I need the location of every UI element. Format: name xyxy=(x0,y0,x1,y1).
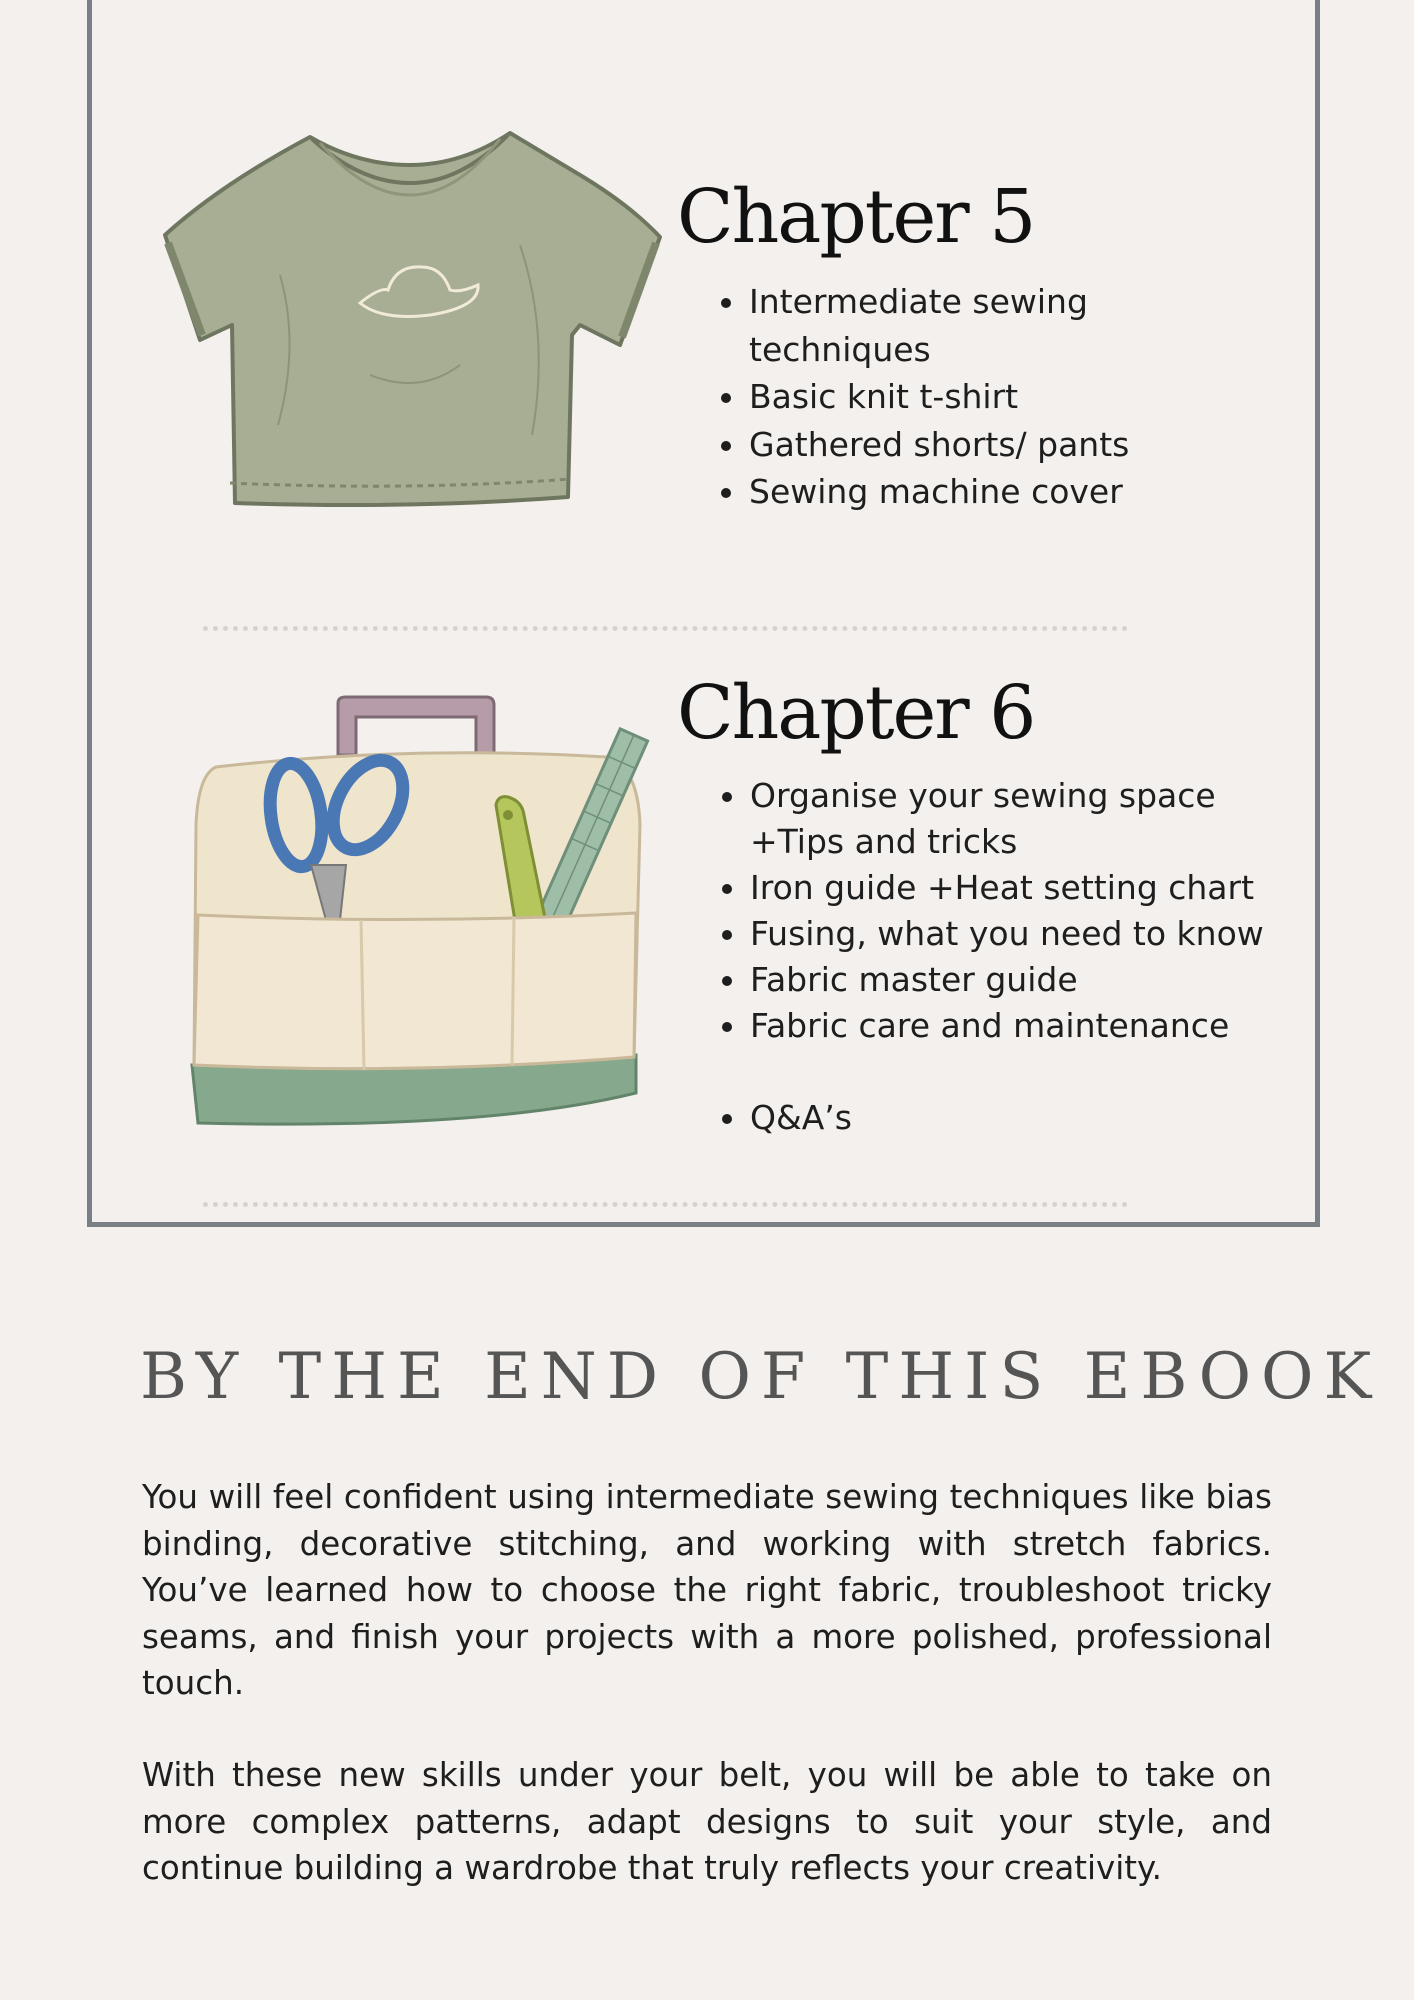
divider xyxy=(203,1202,1128,1207)
chapter-6-title: Chapter 6 xyxy=(677,670,1035,756)
list-item: Intermediate sewing techniques xyxy=(749,278,1169,373)
summary-paragraph: With these new skills under your belt, you will be able to take on more complex patterns, adapt designs to suit your style, and continue building a wardrobe that truly reflects your creativity. xyxy=(142,1756,1272,1887)
list-item: Organise your sewing space +Tips and tricks xyxy=(750,773,1290,865)
chapter-6-list xyxy=(750,773,1290,1141)
chapter-5-list xyxy=(749,278,1169,516)
sewing-caddy-icon xyxy=(186,695,676,1130)
divider xyxy=(203,626,1128,631)
list-item: Fabric care and maintenance xyxy=(750,1003,1290,1049)
t-shirt-icon xyxy=(160,125,665,520)
list-item: Gathered shorts/ pants xyxy=(749,421,1169,469)
chapter-5-title: Chapter 5 xyxy=(677,174,1035,260)
list-item: Fusing, what you need to know xyxy=(750,911,1290,957)
list-item: Basic knit t-shirt xyxy=(749,373,1169,421)
list-item: Iron guide +Heat setting chart xyxy=(750,865,1290,911)
list-item: Fabric master guide xyxy=(750,957,1290,1003)
summary-paragraph: You will feel confident using intermediate sewing techniques like bias binding, decorative stitching, and working with stretch fabrics. You’ve learned how to choose the right fabric, troubleshoot tricky seams, and finish your projects with a more polished, professional touch. xyxy=(142,1478,1272,1702)
list-item: Sewing machine cover xyxy=(749,468,1169,516)
section-heading: BY THE END OF THIS EBOOK xyxy=(140,1340,1382,1414)
list-item: Q&A’s xyxy=(750,1095,1290,1141)
